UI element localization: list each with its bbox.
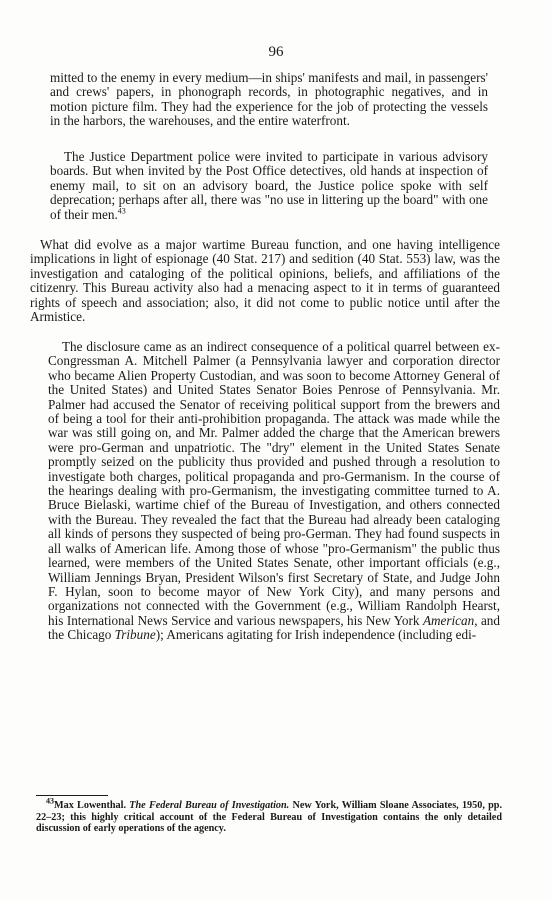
newspaper-title-tribune: Tribune [114,627,156,643]
body-paragraph-2-text-b: , and the Chicago [48,612,500,643]
footnote-reference: 43 [117,206,126,216]
body-paragraph-2-text-a: The disclosure came as an indirect consequence of a political quarrel between ex-Congressman A. Mitchell Palmer (a Pennsylvania lawyer and corporation director who became Alien Property Custodian, and was soon to become Attorney General of the United States) and United States Senator Boies Penrose of Pennsylvania. Mr. Palmer had accused the Senator of receiving political support from the brewers and of being a tool for their anti-prohibition propaganda. The attack was made while the war was still going on, and Mr. Palmer added the charge that the American brewers were pro-German and unpatriotic. The "dry" element in the United States Senate promptly seized on the publicity thus provided and pushed through a resolution to investigate both charges, political propaganda and pro-Germanism. In the course of the hearings dealing with pro-Germanism, the investigating committee turned to A. Bruce Bielaski, wartime chief of the Bureau of Investigation, and others connected with the Bureau. They revealed the fact that the Bureau had already been cataloging all kinds of persons they suspected of being pro-German. They had found suspects in all walks of American life. Among those of whose "pro-Germanism" the public thus learned, were members of the United States Senate, other important officials (e.g., William Jennings Bryan, President Wilson's first Secretary of State, and Judge John F. Hylan, soon to become mayor of New York City), and many persons and organizations not connected with the Government (e.g., William Randolph Hearst, his International News Service and various newspapers, his New York [48,339,500,628]
footnote-marker: 43 [46,796,54,806]
quoted-paragraph-2 [50,150,488,222]
body-paragraph-2-text-c: ); Americans agitating for Irish independence (including edi- [155,627,477,643]
body-paragraph-2 [48,340,500,643]
body-paragraph-1: What did evolve as a major wartime Bureau function, and one having intelligence implications in light of espionage (40 Stat. 217) and sedition (40 Stat. 553) law, was the investigation and cataloging of the political opinions, beliefs, and affiliations of the citizenry. This Bureau activity also had a menacing aspect to it in terms of guaranteed rights of speech and association; also, it did not come to public notice until after the Armistice. [30,237,500,325]
footnote-author: Max Lowenthal. [54,800,127,811]
page-number: 96 [268,44,284,60]
quoted-paragraph-1: mitted to the enemy in every medium—in ships' manifests and mail, in passengers' and crews' papers, in phonograph records, in photographic negatives, and in motion picture film. They had the experience for the job of protecting the vessels in the harbors, the warehouses, and the entire waterfront. [50,70,488,129]
footnote-book-title: The Federal Bureau of Investigation. [129,800,290,811]
footnote-text: New York, William Sloane Associates, 1950, pp. 22–23; this highly critical account of the Federal Bureau of Investigation contains the only detailed discussion of early operations of the agency. [36,800,503,835]
footnote [36,796,503,835]
quoted-paragraph-2-text: The Justice Department police were invited to participate in various advisory boards. But when invited by the Post Office detectives, old hands at inspection of enemy mail, to sit on an advisory board, the Justice police spoke with self deprecation; perhaps after all, there was "no use in littering up the board" with one of their men. [50,149,488,222]
newspaper-title-american: American [422,612,475,628]
